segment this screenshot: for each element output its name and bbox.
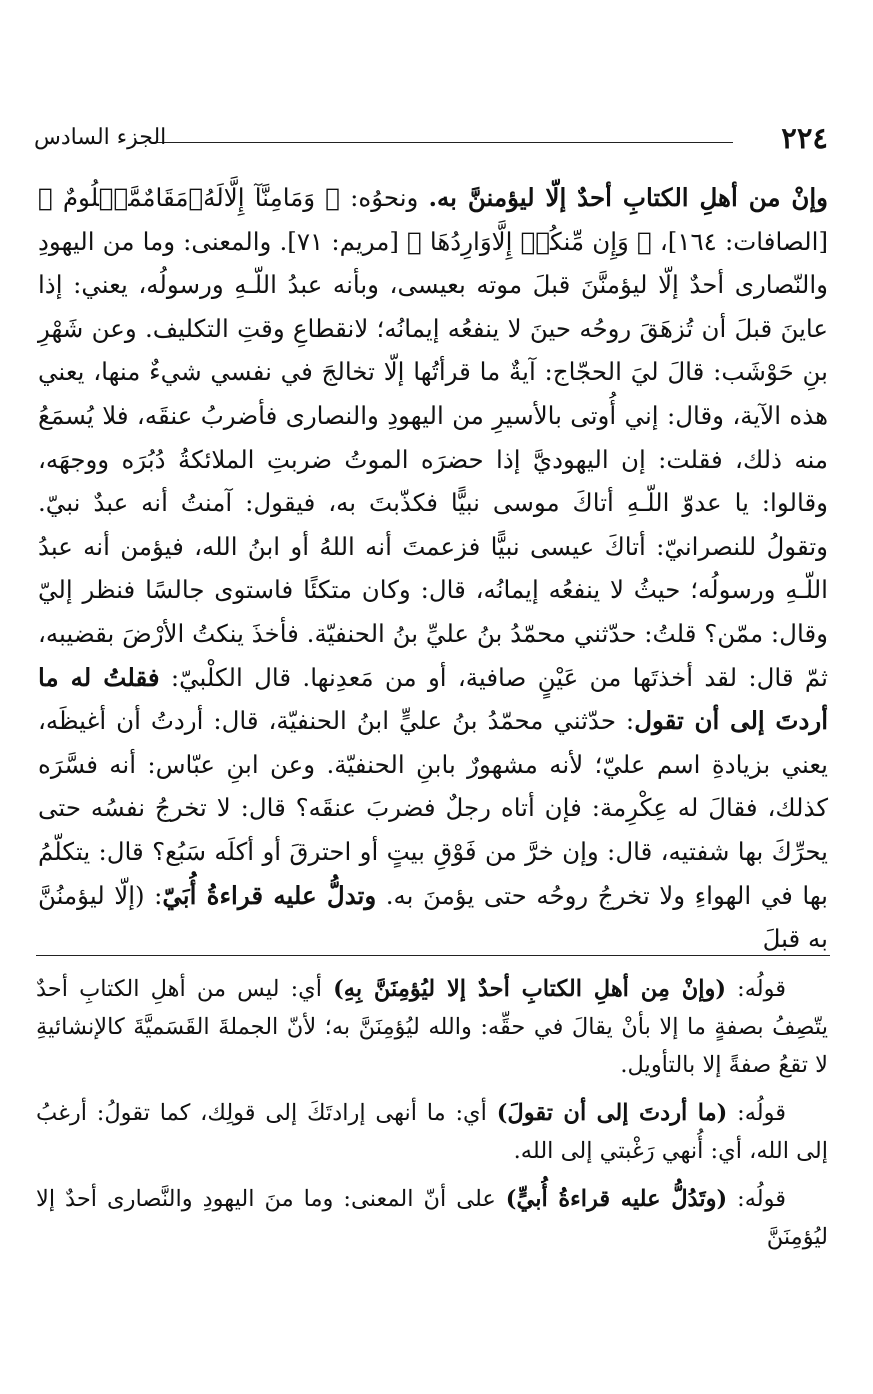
note-paragraph	[36, 1180, 828, 1256]
note-paragraph	[36, 970, 828, 1084]
note-body: على أنّ المعنى: وما منَ اليهودِ والنَّصارى أحدٌ إلا ليُؤمِنَنَّ	[36, 1186, 828, 1250]
footnote-divider	[36, 955, 830, 956]
main-bold-segment-2: فقلتُ له ما أردتَ إلى أن تقول	[38, 662, 829, 736]
main-text-segment-3: : (إلّا ليؤمنُنَّ به قبلَ	[38, 880, 828, 954]
note-quote: (ما أردتَ إلى أن تقولَ)	[496, 1100, 728, 1126]
main-text-segment-2: : حدّثني محمّدُ بنُ عليٍّ ابنُ الحنفيّة، قال: أردتُ أن أغيظَه، يعني بزيادةِ اسم عليّ؛ لأنه مشهورٌ بابنِ الحنفيّة. وعن ابنِ عبّاس: أنه فسَّرَه كذلك، فقالَ له عِكْرِمة: فإن أتاه رجلٌ فضربَ عنقَه؟ قال: لا تخرجُ نفسُه حتى يحرِّكَ بها شفتيه، قال: وإن خرَّ من فَوْقِ بيتٍ أو احترقَ أو أكلَه سَبُع؟ قال: يتكلّمُ بها في الهواءِ ولا تخرجُ روحُه حتى يؤمنَ به.	[38, 706, 828, 910]
note-quote: (وإنْ مِن أهلِ الكتابِ أحدٌ إلا ليُؤمِنَنَّ بِهِ)	[333, 976, 726, 1002]
page-number: ٢٢٤	[781, 121, 828, 155]
main-text	[38, 176, 828, 961]
note-quote: (وتَدُلُّ عليه قراءةُ أُبيٍّ)	[505, 1186, 728, 1212]
note-body: أي: ما أنهى إرادتَكَ إلى قولِك، كما تقولُ: أرغبُ إلى الله، أي: أُنهي رَغْبتي إلى الله.	[36, 1100, 828, 1164]
main-bold-segment-3: وتدلُّ عليه قراءةُ أُبَيّ	[162, 880, 377, 910]
commentary-notes	[36, 970, 828, 1266]
note-prefix: قولُه:	[727, 1186, 786, 1212]
page-header	[34, 118, 828, 158]
header-rule	[154, 142, 733, 143]
note-prefix: قولُه:	[726, 976, 786, 1002]
main-paragraph	[38, 176, 828, 961]
running-title: الجزء السادس	[34, 125, 167, 150]
main-text-segment-1: ونحوُه: ﴿ وَمَامِنَّآ إِلَّالَهُۥمَقَامٌمَّعۡلُومٌ ﴾ [الصافات: ١٦٤]، ﴿ وَإِن مِّنكُمۡ إِلَّاوَارِدُهَا ﴾ [مريم: ٧١]. والمعنى: وما من اليهودِ والنّصارى أحدٌ إلّا ليؤمنَّنَ قبلَ موته بعيسى، وبأنه عبدُ اللّـهِ ورسولُه، يعني: إذا عاينَ قبلَ أن تُزهَقَ روحُه حينَ لا ينفعُه إيمانُه؛ لانقطاعِ وقتِ التكليف. وعن شَهْرِ بنِ حَوْشَب: قالَ ليَ الحجّاج: آيةٌ ما قرأتُها إلّا تخالجَ في نفسي شيءٌ منها، يعني هذه الآية، وقال: إني أُوتى بالأسيرِ من اليهودِ والنصارى فأضربُ عنقَه، فلا يُسمَعُ منه ذلك، فقلت: إن اليهوديَّ إذا حضرَه الموتُ ضربتِ الملائكةُ دُبُرَه ووجهَه، وقالوا: يا عدوّ اللّـهِ أتاكَ موسى نبيًّا فكذّبتَ به، فيقول: آمنتُ أنه عبدٌ نبيّ. وتقولُ للنصرانيّ: أتاكَ عيسى نبيًّا فزعمتَ أنه اللهُ أو ابنُ الله، فيؤمن أنه عبدُ اللّـهِ ورسولُه؛ حيثُ لا ينفعُه إيمانُه، قال: وكان متكئًا فاستوى جالسًا فنظر إليّ وقال: ممّن؟ قلتُ: حدّثني محمّدُ بنُ عليِّ بنُ الحنفيّة. فأخذَ ينكتُ الأرْضَ بقضيبه، ثمّ قال: لقد أخذتَها من عَيْنٍ صافية، أو من مَعدِنها. قال الكلْبيّ:	[38, 183, 829, 692]
note-paragraph	[36, 1094, 828, 1170]
note-prefix: قولُه:	[727, 1100, 786, 1126]
note-body: أي: ليس من أهلِ الكتابِ أحدٌ يتّصِفُ بصفةٍ ما إلا بأنْ يقالَ في حقِّه: والله ليُؤمِنَنَّ به؛ لأنّ الجملةَ القَسَميَّةَ كالإنشائيةِ لا تقعُ صفةً إلا بالتأويل.	[36, 976, 828, 1078]
main-lead-bold: وإنْ من أهلِ الكتابِ أحدٌ إلّا ليؤمننَّ به.	[428, 183, 828, 212]
